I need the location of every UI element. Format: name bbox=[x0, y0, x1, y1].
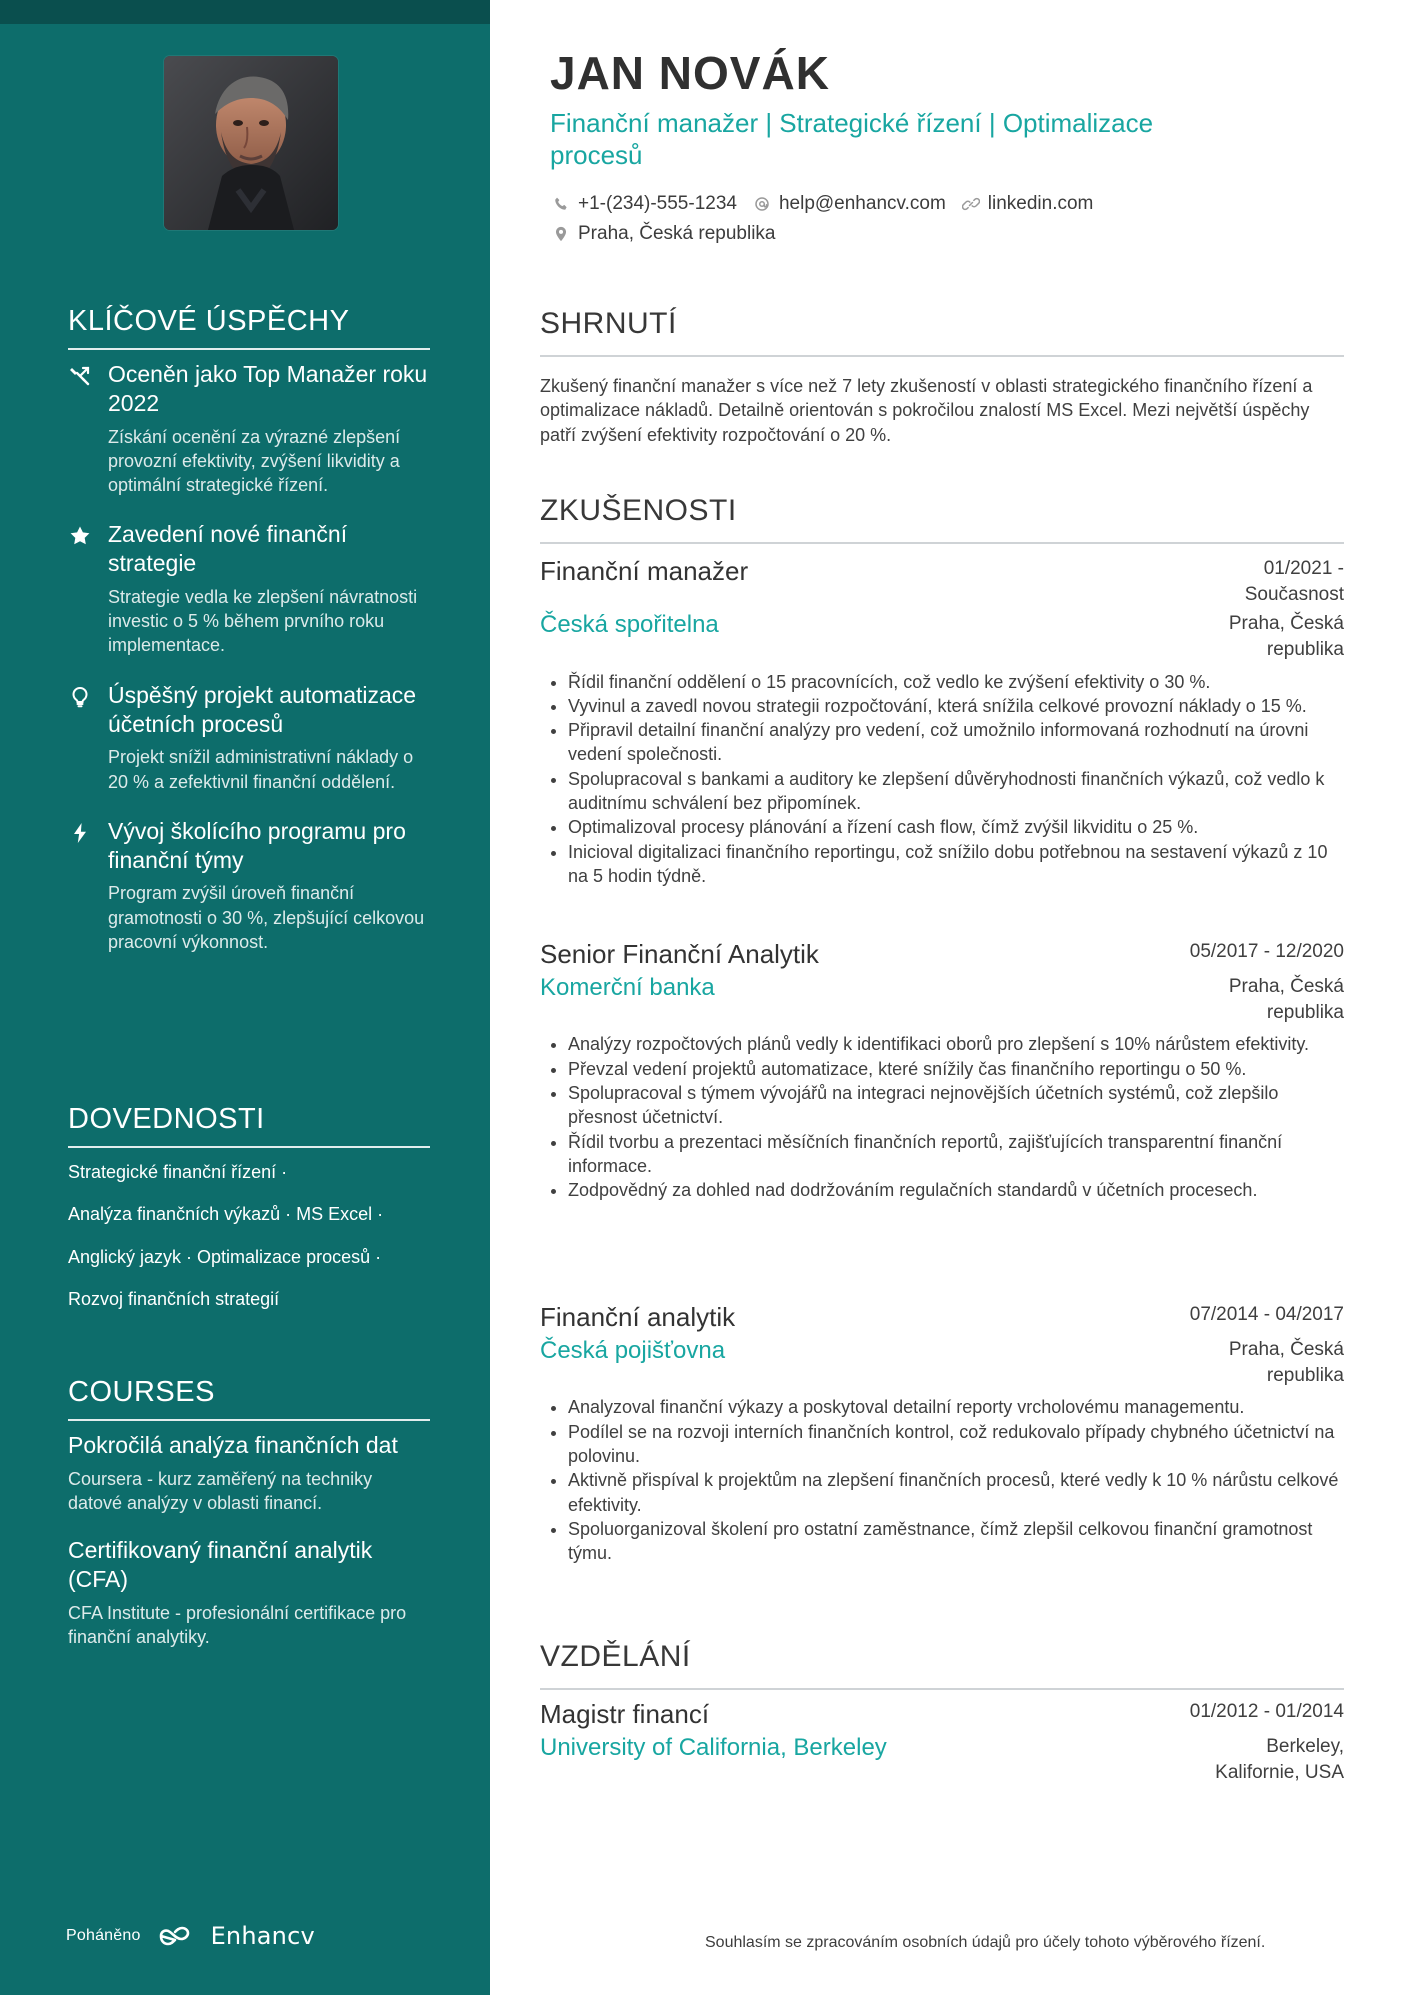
phone-icon bbox=[552, 195, 570, 213]
lightbulb-icon bbox=[68, 685, 92, 709]
achievement-description: Strategie vedla ke zlepšení návratnosti investic o 5 % během prvního roku implementace. bbox=[108, 586, 418, 656]
job-bullets bbox=[540, 1032, 1343, 1202]
job-bullets bbox=[540, 670, 1343, 889]
education-title: VZDĚLÁNÍ bbox=[540, 1640, 1344, 1690]
job-location: Praha, Česká republika bbox=[1228, 613, 1344, 660]
location-contact bbox=[552, 223, 776, 245]
achievement-title: Úspěšný projekt automatizace účetních procesů bbox=[108, 681, 417, 737]
course-title: Certifikovaný finanční analytik (CFA) bbox=[68, 1537, 373, 1593]
education-date: 01/2012 - 01/2014 bbox=[1189, 1701, 1344, 1722]
education-degree: Magistr financí bbox=[540, 1699, 710, 1729]
job-bullet: • Spolupracoval s týmem vývojářů na integraci nejnovějších účetních systémů, což zlepšilo přesnost účetnictví. bbox=[568, 1081, 1343, 1130]
job-location: Praha, Česká republika bbox=[1228, 976, 1344, 1023]
job-bullet: • Optimalizoval procesy plánování a řízení cash flow, čímž zvýšil likviditu o 25 %. bbox=[568, 815, 1343, 839]
job-bullet: • Zodpovědný za dohled nad dodržováním regulačních standardů v účetních procesech. bbox=[568, 1178, 1343, 1202]
job-bullet: • Podílel se na rozvoji interních finančních kontrol, což redukovalo případy chybného účetnictví na polovinu. bbox=[568, 1420, 1343, 1469]
portrait-icon bbox=[164, 56, 338, 230]
achievements-section bbox=[68, 305, 430, 977]
courses-title: COURSES bbox=[68, 1376, 430, 1421]
person-headline: Finanční manažer | Strategické řízení | Optimalizace procesů bbox=[550, 108, 1154, 170]
brand-logo[interactable] bbox=[157, 1922, 315, 1950]
course-item bbox=[68, 1431, 430, 1515]
job-bullet: • Převzal vedení projektů automatizace, které snížily čas finančního reportingu o 50 %. bbox=[568, 1057, 1343, 1081]
education-school: University of California, Berkeley bbox=[540, 1734, 887, 1762]
consent-text: Souhlasím se zpracováním osobních údajů pro účely tohoto výběrového řízení. bbox=[705, 1934, 1266, 1951]
job-date: 01/2021 - Současnost bbox=[1244, 558, 1344, 605]
job-bullet: • Spoluorganizoval školení pro ostatní zaměstnance, čímž zlepšil celkovou finanční gramotnost týmu. bbox=[568, 1517, 1343, 1566]
summary-text: Zkušený finanční manažer s více než 7 lety zkušeností v oblasti strategického finančního řízení a optimalizace nákladů. Detailně orientován s pokročilou znalostí MS Excel. Mezi největší úspěchy patří zvýšení efektivity rozpočtování o 20 %. bbox=[540, 376, 1313, 445]
phone-contact[interactable] bbox=[552, 193, 737, 215]
job-date: 07/2014 - 04/2017 bbox=[1189, 1304, 1344, 1325]
star-icon bbox=[68, 524, 92, 548]
skill-line: Strategické finanční řízení · bbox=[68, 1162, 288, 1182]
location-row bbox=[552, 223, 776, 245]
main-content bbox=[540, 0, 1344, 1995]
skills-section bbox=[68, 1103, 430, 1329]
job-item bbox=[540, 939, 1344, 1203]
achievement-description: Projekt snížil administrativní náklady o 20 % a zefektivnil finanční oddělení. bbox=[108, 747, 414, 792]
course-description: CFA Institute - profesionální certifikace pro finanční analytiky. bbox=[68, 1602, 407, 1648]
location-pin-icon bbox=[552, 225, 570, 243]
achievement-item bbox=[68, 360, 430, 497]
job-bullet: • Inicioval digitalizaci finančního reportingu, což snížilo dobu potřebnou na sestavení výkazů z 10 na 5 hodin týdně. bbox=[568, 840, 1343, 889]
skill-line: Analýza finančních výkazů · MS Excel · bbox=[68, 1204, 384, 1225]
sidebar bbox=[0, 0, 490, 1995]
skills-list bbox=[68, 1160, 430, 1311]
course-title: Pokročilá analýza finančních dat bbox=[68, 1432, 398, 1458]
award-icon bbox=[68, 364, 92, 388]
achievement-title: Zavedení nové finanční strategie bbox=[108, 521, 348, 577]
powered-by bbox=[66, 1922, 315, 1950]
job-item bbox=[540, 1302, 1344, 1566]
job-date: 05/2017 - 12/2020 bbox=[1189, 941, 1344, 962]
achievement-title: Oceněn jako Top Manažer roku 2022 bbox=[108, 361, 428, 416]
link-icon bbox=[962, 195, 980, 213]
job-company: Česká spořitelna bbox=[540, 611, 719, 639]
linkedin-contact[interactable] bbox=[962, 193, 1094, 215]
brand-name: Enhancv bbox=[210, 1922, 315, 1950]
skill-line: Rozvoj finančních strategií bbox=[68, 1288, 280, 1309]
course-item bbox=[68, 1536, 430, 1649]
job-title: Finanční analytik bbox=[540, 1302, 736, 1332]
phone-number: +1-(234)-555-1234 bbox=[578, 193, 737, 214]
achievement-description: Program zvýšil úroveň finanční gramotnosti o 30 %, zlepšující celkovou pracovní výkonnost. bbox=[108, 883, 425, 952]
skill-line: Anglický jazyk · Optimalizace procesů · bbox=[68, 1246, 382, 1267]
achievements-title: KLÍČOVÉ ÚSPĚCHY bbox=[68, 305, 430, 350]
email-address: help@enhancv.com bbox=[778, 193, 946, 214]
job-bullet: • Řídil tvorbu a prezentaci měsíčních finančních reportů, zajišťujících transparentní finanční informace. bbox=[568, 1130, 1343, 1179]
job-company: Komerční banka bbox=[540, 974, 715, 1002]
location-text: Praha, Česká republika bbox=[578, 223, 776, 244]
education-location: Berkeley, Kalifornie, USA bbox=[1215, 1736, 1344, 1783]
job-title: Finanční manažer bbox=[540, 556, 749, 586]
email-contact[interactable] bbox=[753, 193, 946, 215]
skills-title: DOVEDNOSTI bbox=[68, 1103, 430, 1148]
achievement-item bbox=[68, 681, 430, 794]
person-name: JAN NOVÁK bbox=[550, 47, 830, 99]
linkedin-link: linkedin.com bbox=[987, 193, 1094, 214]
job-company: Česká pojišťovna bbox=[540, 1337, 726, 1365]
summary-title: SHRNUTÍ bbox=[540, 307, 1344, 357]
job-bullet: • Aktivně přispíval k projektům na zlepšení finančních procesů, které vedly k 10 % nárůstu celkové efektivity. bbox=[568, 1468, 1343, 1517]
courses-section bbox=[68, 1376, 430, 1670]
contact-row bbox=[552, 193, 1093, 215]
experience-title: ZKUŠENOSTI bbox=[540, 494, 1344, 544]
education-item bbox=[540, 1699, 1344, 1785]
job-item bbox=[540, 556, 1344, 888]
sidebar-top-bar bbox=[0, 0, 490, 24]
achievement-item bbox=[68, 817, 430, 954]
profile-photo bbox=[164, 56, 338, 230]
at-icon bbox=[753, 195, 771, 213]
job-bullets bbox=[540, 1395, 1343, 1565]
achievement-description: Získání ocenění za výrazné zlepšení provozní efektivity, zvýšení likvidity a optimální strategické řízení. bbox=[108, 426, 401, 496]
job-bullet: • Vyvinul a zavedl novou strategii rozpočtování, která snížila celkové provozní náklady o 15 %. bbox=[568, 694, 1343, 718]
bolt-icon bbox=[68, 821, 92, 845]
achievement-title: Vývoj školícího programu pro finanční týmy bbox=[108, 817, 406, 873]
infinity-logo-icon bbox=[157, 1924, 203, 1948]
job-bullet: • Analýzy rozpočtových plánů vedly k identifikaci oborů pro zlepšení s 10% nárůstem efektivity. bbox=[568, 1032, 1343, 1056]
powered-by-label: Poháněno bbox=[66, 1927, 141, 1944]
job-bullet: • Spolupracoval s bankami a auditory ke zlepšení důvěryhodnosti finančních výkazů, což vedlo k auditnímu schválení bez připomínek. bbox=[568, 767, 1343, 816]
job-title: Senior Finanční Analytik bbox=[540, 939, 819, 969]
job-bullet: • Analyzoval finanční výkazy a poskytoval detailní reporty vrcholovému managementu. bbox=[568, 1395, 1343, 1419]
job-bullet: • Připravil detailní finanční analýzy pro vedení, což umožnilo informovaná rozhodnutí na úrovni vedení společnosti. bbox=[568, 718, 1343, 767]
job-location: Praha, Česká republika bbox=[1228, 1339, 1344, 1386]
course-description: Coursera - kurz zaměřený na techniky datové analýzy v oblasti financí. bbox=[68, 1468, 373, 1514]
job-bullet: • Řídil finanční oddělení o 15 pracovnících, což vedlo ke zvýšení efektivity o 30 %. bbox=[568, 670, 1343, 694]
achievement-item bbox=[68, 520, 430, 657]
